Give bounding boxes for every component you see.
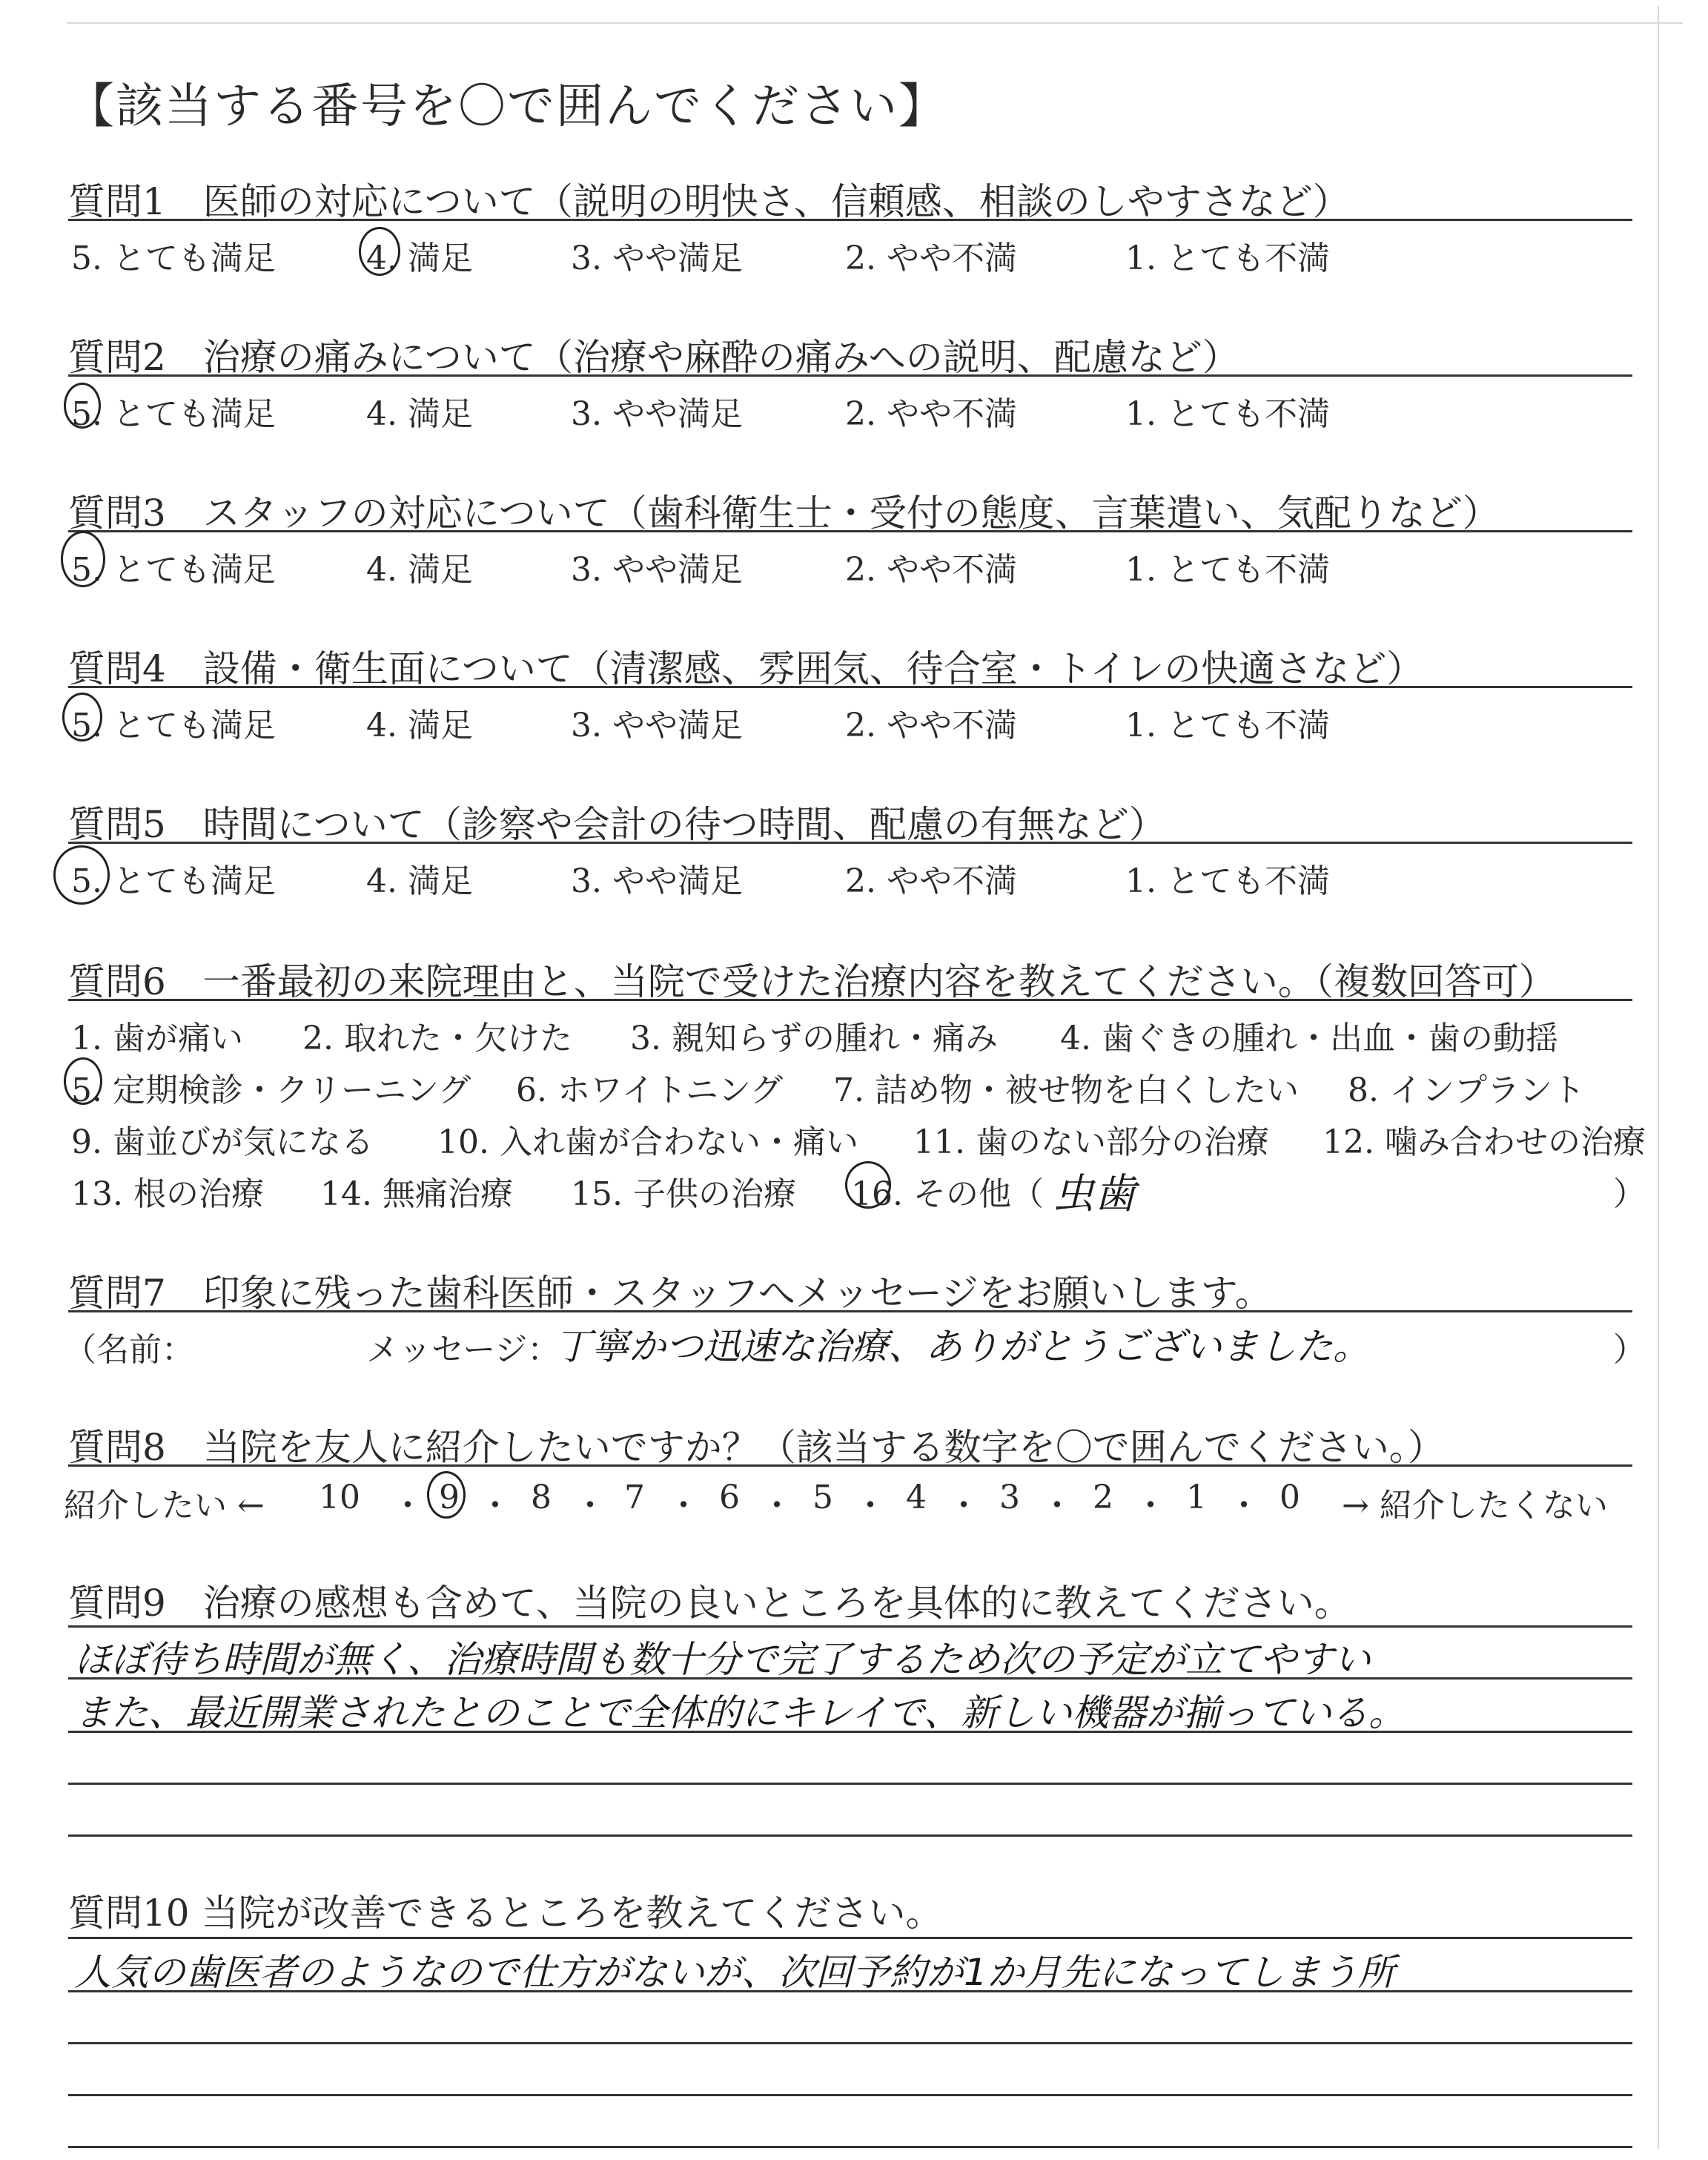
q8-scale-dot: ・: [1228, 1487, 1260, 1525]
question-7-underline: [68, 1310, 1632, 1312]
page-title: 【該当する番号を〇で囲んでください】: [67, 79, 947, 134]
q8-scale-dot: ・: [854, 1487, 887, 1525]
q9-writing-line: [68, 1625, 1632, 1628]
q4-option-1[interactable]: 1. とても不満: [1125, 707, 1330, 744]
q8-scale-7[interactable]: 7: [624, 1479, 645, 1516]
q6-option-15[interactable]: 15. 子供の治療: [571, 1175, 796, 1213]
q2-option-2[interactable]: 2. やや不満: [845, 395, 1017, 433]
q7-close-paren: ）: [1613, 1331, 1646, 1369]
q10-answer-line-1[interactable]: 人気の歯医者のようなので仕方がないが、次回予約が1か月先になってしまう所: [74, 1951, 1395, 1994]
question-2-underline: [68, 374, 1632, 377]
q6-option-7[interactable]: 7. 詰め物・被せ物を白くしたい: [833, 1071, 1299, 1109]
question-6-underline: [68, 999, 1632, 1001]
q6-option-1[interactable]: 1. 歯が痛い: [71, 1020, 243, 1057]
question-5-underline: [68, 842, 1632, 844]
q6-other-close-paren: ）: [1613, 1175, 1646, 1213]
q2-option-5[interactable]: 5. とても満足: [71, 395, 276, 433]
q10-writing-line: [68, 1990, 1632, 1992]
question-1-underline: [68, 219, 1632, 221]
q6-option-2[interactable]: 2. 取れた・欠けた: [302, 1020, 572, 1057]
q2-option-3[interactable]: 3. やや満足: [571, 395, 743, 433]
q6-option-16[interactable]: 16. その他（: [851, 1175, 1044, 1213]
q10-writing-line: [68, 2146, 1632, 2148]
q5-selection-circle: [53, 845, 110, 905]
q6-option-10[interactable]: 10. 入れ歯が合わない・痛い: [437, 1123, 858, 1161]
question-6-label: 質問6 一番最初の来院理由と、当院で受けた治療内容を教えてください。（複数回答可）: [68, 960, 1556, 1003]
q3-option-2[interactable]: 2. やや不満: [845, 551, 1017, 589]
q8-scale-dot: ・: [479, 1487, 512, 1525]
q8-scale-1[interactable]: 1: [1186, 1479, 1207, 1516]
q8-scale-dot: ・: [667, 1487, 700, 1525]
q8-scale-9[interactable]: 9: [439, 1479, 460, 1516]
q5-option-4[interactable]: 4. 満足: [366, 862, 473, 900]
question-3-label: 質問3 スタッフの対応について（歯科衛生士・受付の態度、言葉遣い、気配りなど）: [68, 492, 1500, 535]
q1-option-5[interactable]: 5. とても満足: [71, 240, 276, 277]
q6-option-5[interactable]: 5. 定期検診・クリーニング: [71, 1071, 471, 1109]
q8-scale-dot: ・: [391, 1487, 424, 1525]
question-4-label: 質問4 設備・衛生面について（清潔感、雰囲気、待合室・トイレの快適さなど）: [68, 647, 1424, 690]
q6-other-answer[interactable]: 虫歯: [1053, 1170, 1136, 1218]
question-9-label: 質問9 治療の感想も含めて、当院の良いところを具体的に教えてください。: [68, 1582, 1351, 1625]
q6-option-3[interactable]: 3. 親知らずの腫れ・痛み: [630, 1020, 998, 1057]
q2-option-1[interactable]: 1. とても不満: [1125, 395, 1330, 433]
q3-option-3[interactable]: 3. やや満足: [571, 551, 743, 589]
q8-scale-dot: ・: [1041, 1487, 1073, 1525]
q4-option-3[interactable]: 3. やや満足: [571, 707, 743, 744]
q8-left-label: 紹介したい ←: [64, 1487, 265, 1525]
q6-option-16-circle: [845, 1161, 891, 1209]
q6-option-11[interactable]: 11. 歯のない部分の治療: [913, 1123, 1269, 1161]
question-1-label: 質問1 医師の対応について（説明の明快さ、信頼感、相談のしやすさなど）: [68, 180, 1350, 223]
question-10-label: 質問10 当院が改善できるところを教えてください。: [68, 1892, 943, 1935]
q7-message[interactable]: 丁寧かつ迅速な治療、ありがとうございました。: [555, 1325, 1370, 1368]
q9-answer-line-2[interactable]: また、最近開業されたとのことで全体的にキレイで、新しい機器が揃っている。: [74, 1691, 1406, 1734]
q2-selection-circle: [64, 383, 101, 429]
q3-option-5[interactable]: 5. とても満足: [71, 551, 276, 589]
q8-scale-2[interactable]: 2: [1093, 1479, 1113, 1516]
q5-option-3[interactable]: 3. やや満足: [571, 862, 743, 900]
q6-option-8[interactable]: 8. インプラント: [1348, 1071, 1585, 1109]
q4-option-2[interactable]: 2. やや不満: [845, 707, 1017, 744]
q8-scale-5[interactable]: 5: [812, 1479, 833, 1516]
q8-scale: [319, 1479, 1334, 1523]
q8-scale-dot: ・: [1134, 1487, 1167, 1525]
q8-right-label: → 紹介したくない: [1342, 1487, 1608, 1525]
q6-option-5-circle: [64, 1057, 102, 1105]
q8-scale-4[interactable]: 4: [906, 1479, 927, 1516]
q6-option-9[interactable]: 9. 歯並びが気になる: [71, 1123, 374, 1161]
q6-option-13[interactable]: 13. 根の治療: [71, 1175, 264, 1213]
q7-message-label: メッセージ：: [366, 1331, 560, 1369]
question-8-underline: [68, 1464, 1632, 1467]
q8-scale-0[interactable]: 0: [1280, 1479, 1300, 1516]
question-3-underline: [68, 530, 1632, 532]
q5-option-1[interactable]: 1. とても不満: [1125, 862, 1330, 900]
scan-top-edge: [67, 22, 1683, 24]
q9-writing-line: [68, 1783, 1632, 1785]
q1-option-4[interactable]: 4. 満足: [366, 240, 473, 277]
q8-selection-circle: [427, 1471, 466, 1519]
q4-selection-circle: [62, 693, 102, 742]
q4-option-5[interactable]: 5. とても満足: [71, 707, 276, 744]
q4-option-4[interactable]: 4. 満足: [366, 707, 473, 744]
scan-right-edge: [1658, 6, 1659, 2149]
question-5-label: 質問5 時間について（診察や会計の待つ時間、配慮の有無など）: [68, 803, 1166, 846]
q8-scale-6[interactable]: 6: [719, 1479, 740, 1516]
q7-name-label: （名前：: [64, 1331, 194, 1369]
q9-writing-line: [68, 1677, 1632, 1680]
q5-option-2[interactable]: 2. やや不満: [845, 862, 1017, 900]
q10-writing-line: [68, 2094, 1632, 2096]
q3-option-4[interactable]: 4. 満足: [366, 551, 473, 589]
q5-option-5[interactable]: 5. とても満足: [71, 862, 276, 900]
question-2-label: 質問2 治療の痛みについて（治療や麻酔の痛みへの説明、配慮など）: [68, 336, 1239, 379]
q6-option-6[interactable]: 6. ホワイトニング: [516, 1071, 784, 1109]
q8-scale-10[interactable]: 10: [319, 1479, 360, 1516]
question-8-label: 質問8 当院を友人に紹介したいですか？（該当する数字を〇で囲んでください。）: [68, 1426, 1445, 1469]
q1-option-1[interactable]: 1. とても不満: [1125, 240, 1330, 277]
q1-option-2[interactable]: 2. やや不満: [845, 240, 1017, 277]
question-7-label: 質問7 印象に残った歯科医師・スタッフへメッセージをお願いします。: [68, 1272, 1272, 1315]
q8-scale-dot: ・: [947, 1487, 980, 1525]
q8-scale-3[interactable]: 3: [999, 1479, 1020, 1516]
q6-option-14[interactable]: 14. 無痛治療: [320, 1175, 513, 1213]
q8-scale-8[interactable]: 8: [531, 1479, 552, 1516]
q9-writing-line: [68, 1834, 1632, 1837]
question-4-underline: [68, 686, 1632, 688]
q2-option-4[interactable]: 4. 満足: [366, 395, 473, 433]
q6-option-4[interactable]: 4. 歯ぐきの腫れ・出血・歯の動揺: [1060, 1020, 1558, 1057]
q1-option-3[interactable]: 3. やや満足: [571, 240, 743, 277]
q8-scale-dot: ・: [574, 1487, 606, 1525]
q10-writing-line: [68, 1937, 1632, 1939]
q6-option-12[interactable]: 12. 噛み合わせの治療: [1323, 1123, 1646, 1161]
q1-selection-circle: [359, 227, 400, 276]
q3-selection-circle: [61, 531, 105, 587]
q10-writing-line: [68, 2042, 1632, 2044]
q9-writing-line: [68, 1731, 1632, 1733]
q9-answer-line-1[interactable]: ほぼ待ち時間が無く、治療時間も数十分で完了するため次の予定が立てやすい: [74, 1638, 1371, 1681]
q3-option-1[interactable]: 1. とても不満: [1125, 551, 1330, 589]
q8-scale-dot: ・: [761, 1487, 793, 1525]
